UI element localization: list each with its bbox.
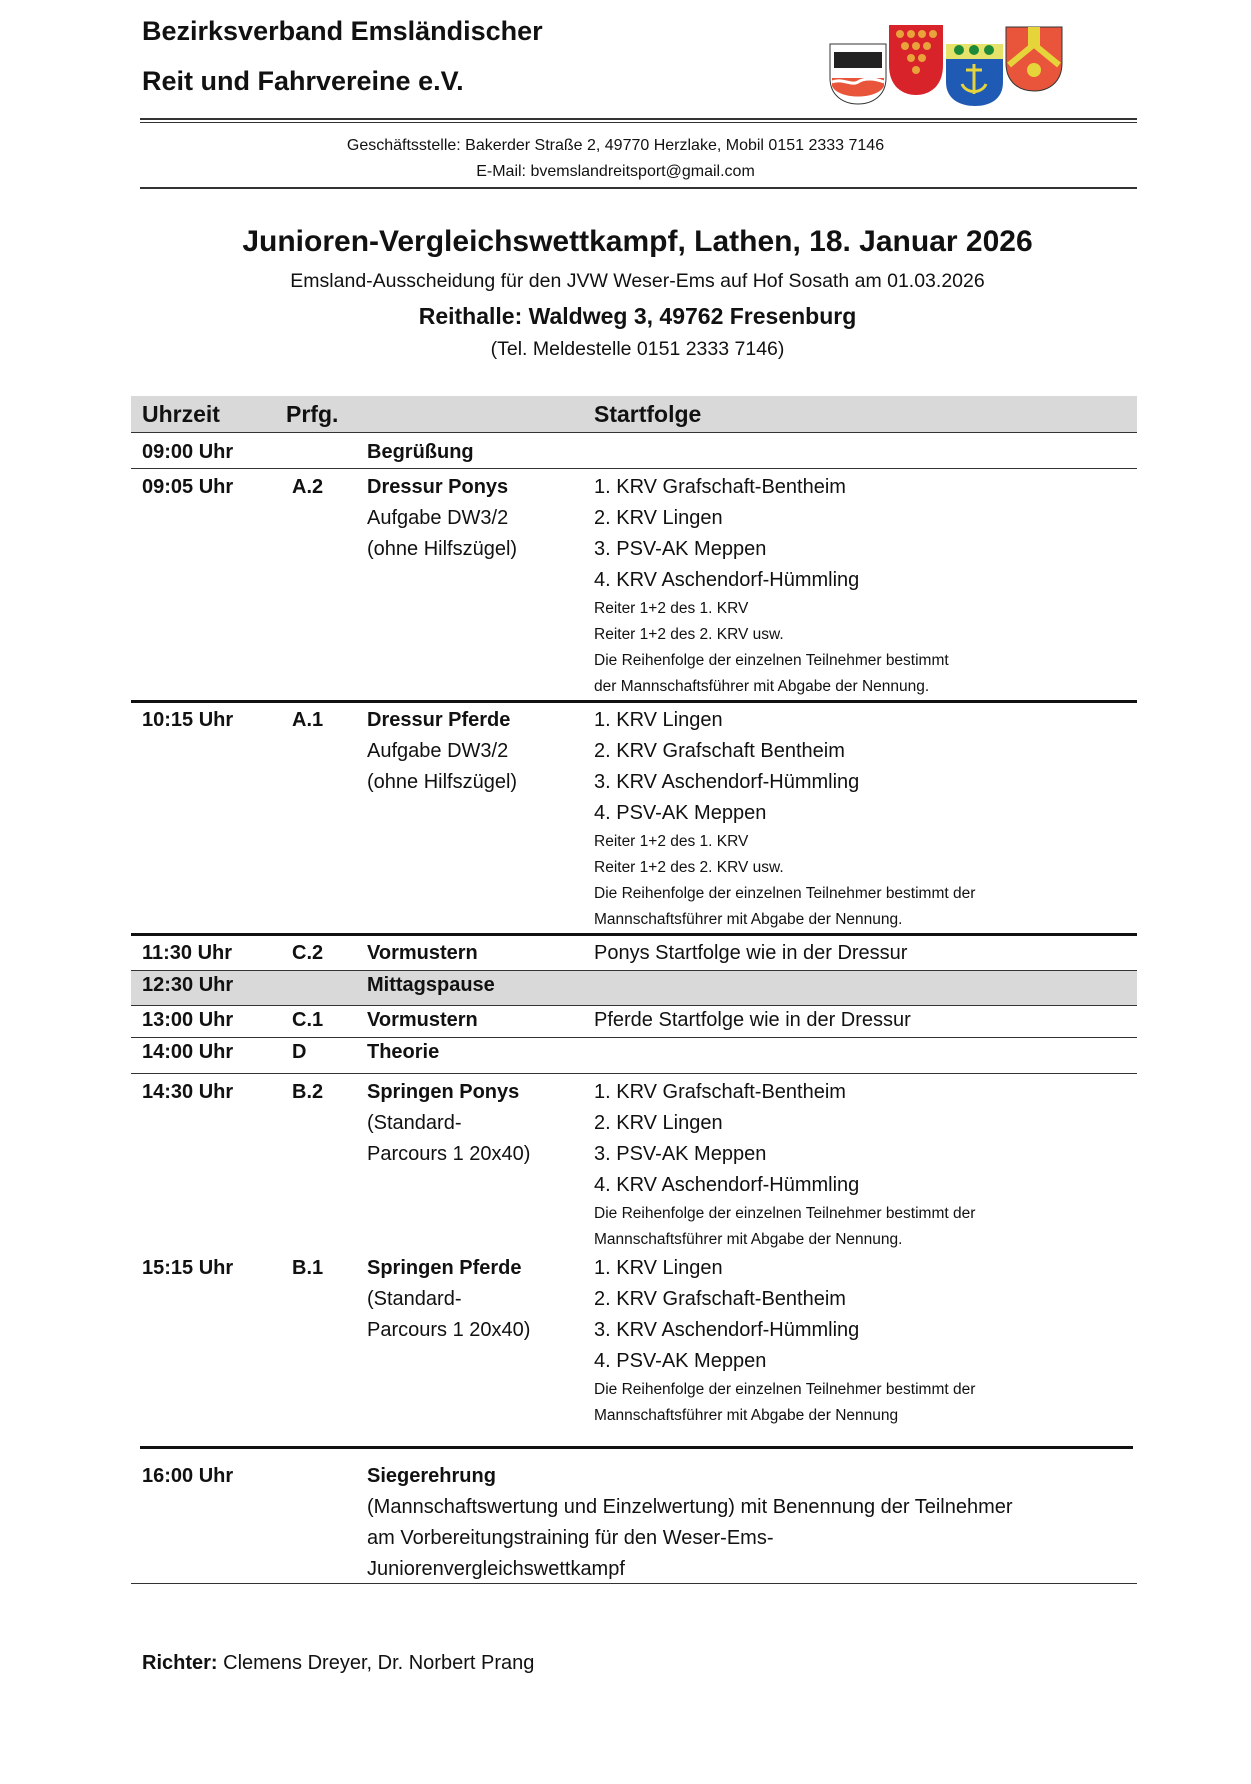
- event-line: Parcours 1 20x40): [367, 1143, 531, 1165]
- row-prfg: D: [292, 1041, 307, 1063]
- startfolge-item: 4. KRV Aschendorf-Hümmling: [594, 569, 860, 591]
- startfolge-item: 2. KRV Grafschaft-Bentheim: [594, 1288, 846, 1310]
- event-line: Springen Ponys: [367, 1081, 520, 1103]
- row-time: 15:15 Uhr: [142, 1257, 234, 1279]
- row-event: [367, 1461, 1013, 1585]
- lunch-band: [131, 970, 1137, 1005]
- table-divider-thick: [131, 700, 1137, 703]
- row-prfg: C.1: [292, 1009, 324, 1031]
- table-divider: [131, 1037, 1137, 1038]
- table-divider: [131, 1583, 1137, 1584]
- email-text: E-Mail: bvemslandreitsport@gmail.com: [476, 163, 755, 180]
- event-line: Dressur Ponys: [367, 476, 509, 498]
- crest-4-icon: [1006, 27, 1062, 91]
- startfolge-item: 4. PSV-AK Meppen: [594, 802, 767, 824]
- coat-of-arms-logos: [826, 22, 1066, 108]
- address-line: [0, 137, 1251, 155]
- startfolge-item: 3. PSV-AK Meppen: [594, 1143, 767, 1165]
- startfolge-note: Mannschaftsführer mit Abgabe der Nennung: [594, 1407, 899, 1424]
- header-double-rule: [140, 118, 1137, 120]
- event-line: Siegerehrung: [367, 1465, 496, 1487]
- org-name-line2: Reit und Fahrvereine e.V.: [142, 66, 464, 96]
- row-event: [367, 437, 474, 468]
- startfolge-note: Die Reihenfolge der einzelnen Teilnehmer bestimmt der: [594, 1205, 976, 1222]
- crest-2-icon: [889, 25, 943, 95]
- row-startfolge: [594, 1077, 975, 1253]
- crest-1-icon: [830, 44, 886, 104]
- startfolge-item: 1. KRV Grafschaft-Bentheim: [594, 1081, 846, 1103]
- row-time: 11:30 Uhr: [142, 942, 233, 964]
- startfolge-item: 4. PSV-AK Meppen: [594, 1350, 767, 1372]
- event-line: Parcours 1 20x40): [367, 1319, 531, 1341]
- table-divider-thick: [131, 933, 1137, 936]
- row-event: [367, 472, 517, 565]
- row-time: 13:00 Uhr: [142, 1009, 234, 1031]
- row-event: [367, 1253, 530, 1346]
- startfolge-item: Ponys Startfolge wie in der Dressur: [594, 942, 908, 964]
- header-uhrzeit: Uhrzeit: [142, 401, 220, 427]
- startfolge-item: 2. KRV Grafschaft Bentheim: [594, 740, 845, 762]
- venue: Reithalle: Waldweg 3, 49762 Fresenburg: [418, 303, 857, 329]
- startfolge-note: Reiter 1+2 des 2. KRV usw.: [594, 859, 784, 876]
- row-event: [367, 970, 495, 1001]
- startfolge-item: 1. KRV Lingen: [594, 709, 723, 731]
- startfolge-item: 1. KRV Lingen: [594, 1257, 723, 1279]
- event-line: (Standard-: [367, 1112, 462, 1134]
- startfolge-note: Reiter 1+2 des 1. KRV: [594, 833, 749, 850]
- description-line: Juniorenvergleichswettkampf: [367, 1558, 625, 1580]
- startfolge-item: 2. KRV Lingen: [594, 1112, 723, 1134]
- subtitle: Emsland-Ausscheidung für den JVW Weser-Ems auf Hof Sosath am 01.03.2026: [290, 270, 985, 292]
- event-line: Dressur Pferde: [367, 709, 511, 731]
- row-time: 14:00 Uhr: [142, 1041, 234, 1063]
- event-line: Begrüßung: [367, 441, 474, 463]
- row-time: 09:05 Uhr: [142, 476, 234, 498]
- event-line: Theorie: [367, 1041, 440, 1063]
- event-line: Vormustern: [367, 942, 478, 964]
- row-time: 10:15 Uhr: [142, 709, 234, 731]
- startfolge-item: 4. KRV Aschendorf-Hümmling: [594, 1174, 860, 1196]
- row-prfg: B.1: [292, 1257, 324, 1279]
- startfolge-item: 3. KRV Aschendorf-Hümmling: [594, 771, 860, 793]
- org-name-line1: Bezirksverband Emsländischer: [142, 16, 543, 46]
- row-prfg: A.2: [292, 476, 324, 498]
- event-line: (Standard-: [367, 1288, 462, 1310]
- description-line: (Mannschaftswertung und Einzelwertung) mit Benennung der Teilnehmer: [367, 1496, 1013, 1518]
- judges-label: Richter:: [142, 1652, 218, 1674]
- row-prfg: B.2: [292, 1081, 324, 1103]
- startfolge-note: Die Reihenfolge der einzelnen Teilnehmer bestimmt: [594, 652, 949, 669]
- table-divider: [131, 468, 1137, 469]
- event-line: Aufgabe DW3/2: [367, 507, 509, 529]
- row-prfg: A.1: [292, 709, 324, 731]
- table-divider: [131, 432, 1137, 433]
- startfolge-item: Pferde Startfolge wie in der Dressur: [594, 1009, 911, 1031]
- table-divider: [131, 970, 1137, 971]
- row-startfolge: [594, 938, 907, 969]
- email-line: [0, 163, 1251, 181]
- row-time: 16:00 Uhr: [142, 1465, 234, 1487]
- row-event: [367, 705, 517, 798]
- event-line: Mittagspause: [367, 974, 495, 996]
- table-divider: [131, 1005, 1137, 1006]
- startfolge-note: Die Reihenfolge der einzelnen Teilnehmer bestimmt der: [594, 885, 976, 902]
- startfolge-item: 3. KRV Aschendorf-Hümmling: [594, 1319, 860, 1341]
- row-event: [367, 1005, 478, 1036]
- row-startfolge: [594, 1253, 975, 1429]
- phone: (Tel. Meldestelle 0151 2333 7146): [490, 338, 785, 360]
- startfolge-note: Die Reihenfolge der einzelnen Teilnehmer bestimmt der: [594, 1381, 976, 1398]
- row-time: 09:00 Uhr: [142, 441, 234, 463]
- row-event: [367, 938, 478, 969]
- header-prfg: Prfg.: [286, 401, 339, 427]
- startfolge-note: Mannschaftsführer mit Abgabe der Nennung.: [594, 1231, 903, 1248]
- event-line: (ohne Hilfszügel): [367, 538, 518, 560]
- startfolge-item: 2. KRV Lingen: [594, 507, 723, 529]
- event-line: Springen Pferde: [367, 1257, 522, 1279]
- header-startfolge: Startfolge: [594, 401, 702, 427]
- row-time: 12:30 Uhr: [142, 974, 234, 996]
- header-rule-thin: [140, 122, 1137, 123]
- event-line: Vormustern: [367, 1009, 478, 1031]
- header-bottom-rule: [140, 187, 1137, 189]
- table-divider-thick: [140, 1446, 1133, 1449]
- table-divider: [131, 1073, 1137, 1074]
- address-text: Geschäftsstelle: Bakerder Straße 2, 49770 Herzlake, Mobil 0151 2333 7146: [346, 137, 885, 154]
- judges: [142, 1652, 534, 1675]
- row-time: 14:30 Uhr: [142, 1081, 234, 1103]
- startfolge-note: Reiter 1+2 des 1. KRV: [594, 600, 749, 617]
- event-line: (ohne Hilfszügel): [367, 771, 518, 793]
- row-startfolge: [594, 1005, 911, 1036]
- description-line: am Vorbereitungstraining für den Weser-Ems-: [367, 1527, 774, 1549]
- crest-3-icon: [946, 44, 1003, 106]
- row-event: [367, 1037, 439, 1068]
- judges-names: Clemens Dreyer, Dr. Norbert Prang: [217, 1652, 535, 1674]
- startfolge-note: Mannschaftsführer mit Abgabe der Nennung.: [594, 911, 903, 928]
- event-line: Aufgabe DW3/2: [367, 740, 509, 762]
- page-title: Junioren-Vergleichswettkampf, Lathen, 18. Januar 2026: [242, 225, 1033, 258]
- row-startfolge: [594, 705, 975, 933]
- row-prfg: C.2: [292, 942, 324, 964]
- row-startfolge: [594, 472, 949, 700]
- startfolge-item: 1. KRV Grafschaft-Bentheim: [594, 476, 846, 498]
- startfolge-item: 3. PSV-AK Meppen: [594, 538, 767, 560]
- startfolge-note: Reiter 1+2 des 2. KRV usw.: [594, 626, 784, 643]
- startfolge-note: der Mannschaftsführer mit Abgabe der Nennung.: [594, 678, 930, 695]
- row-event: [367, 1077, 530, 1170]
